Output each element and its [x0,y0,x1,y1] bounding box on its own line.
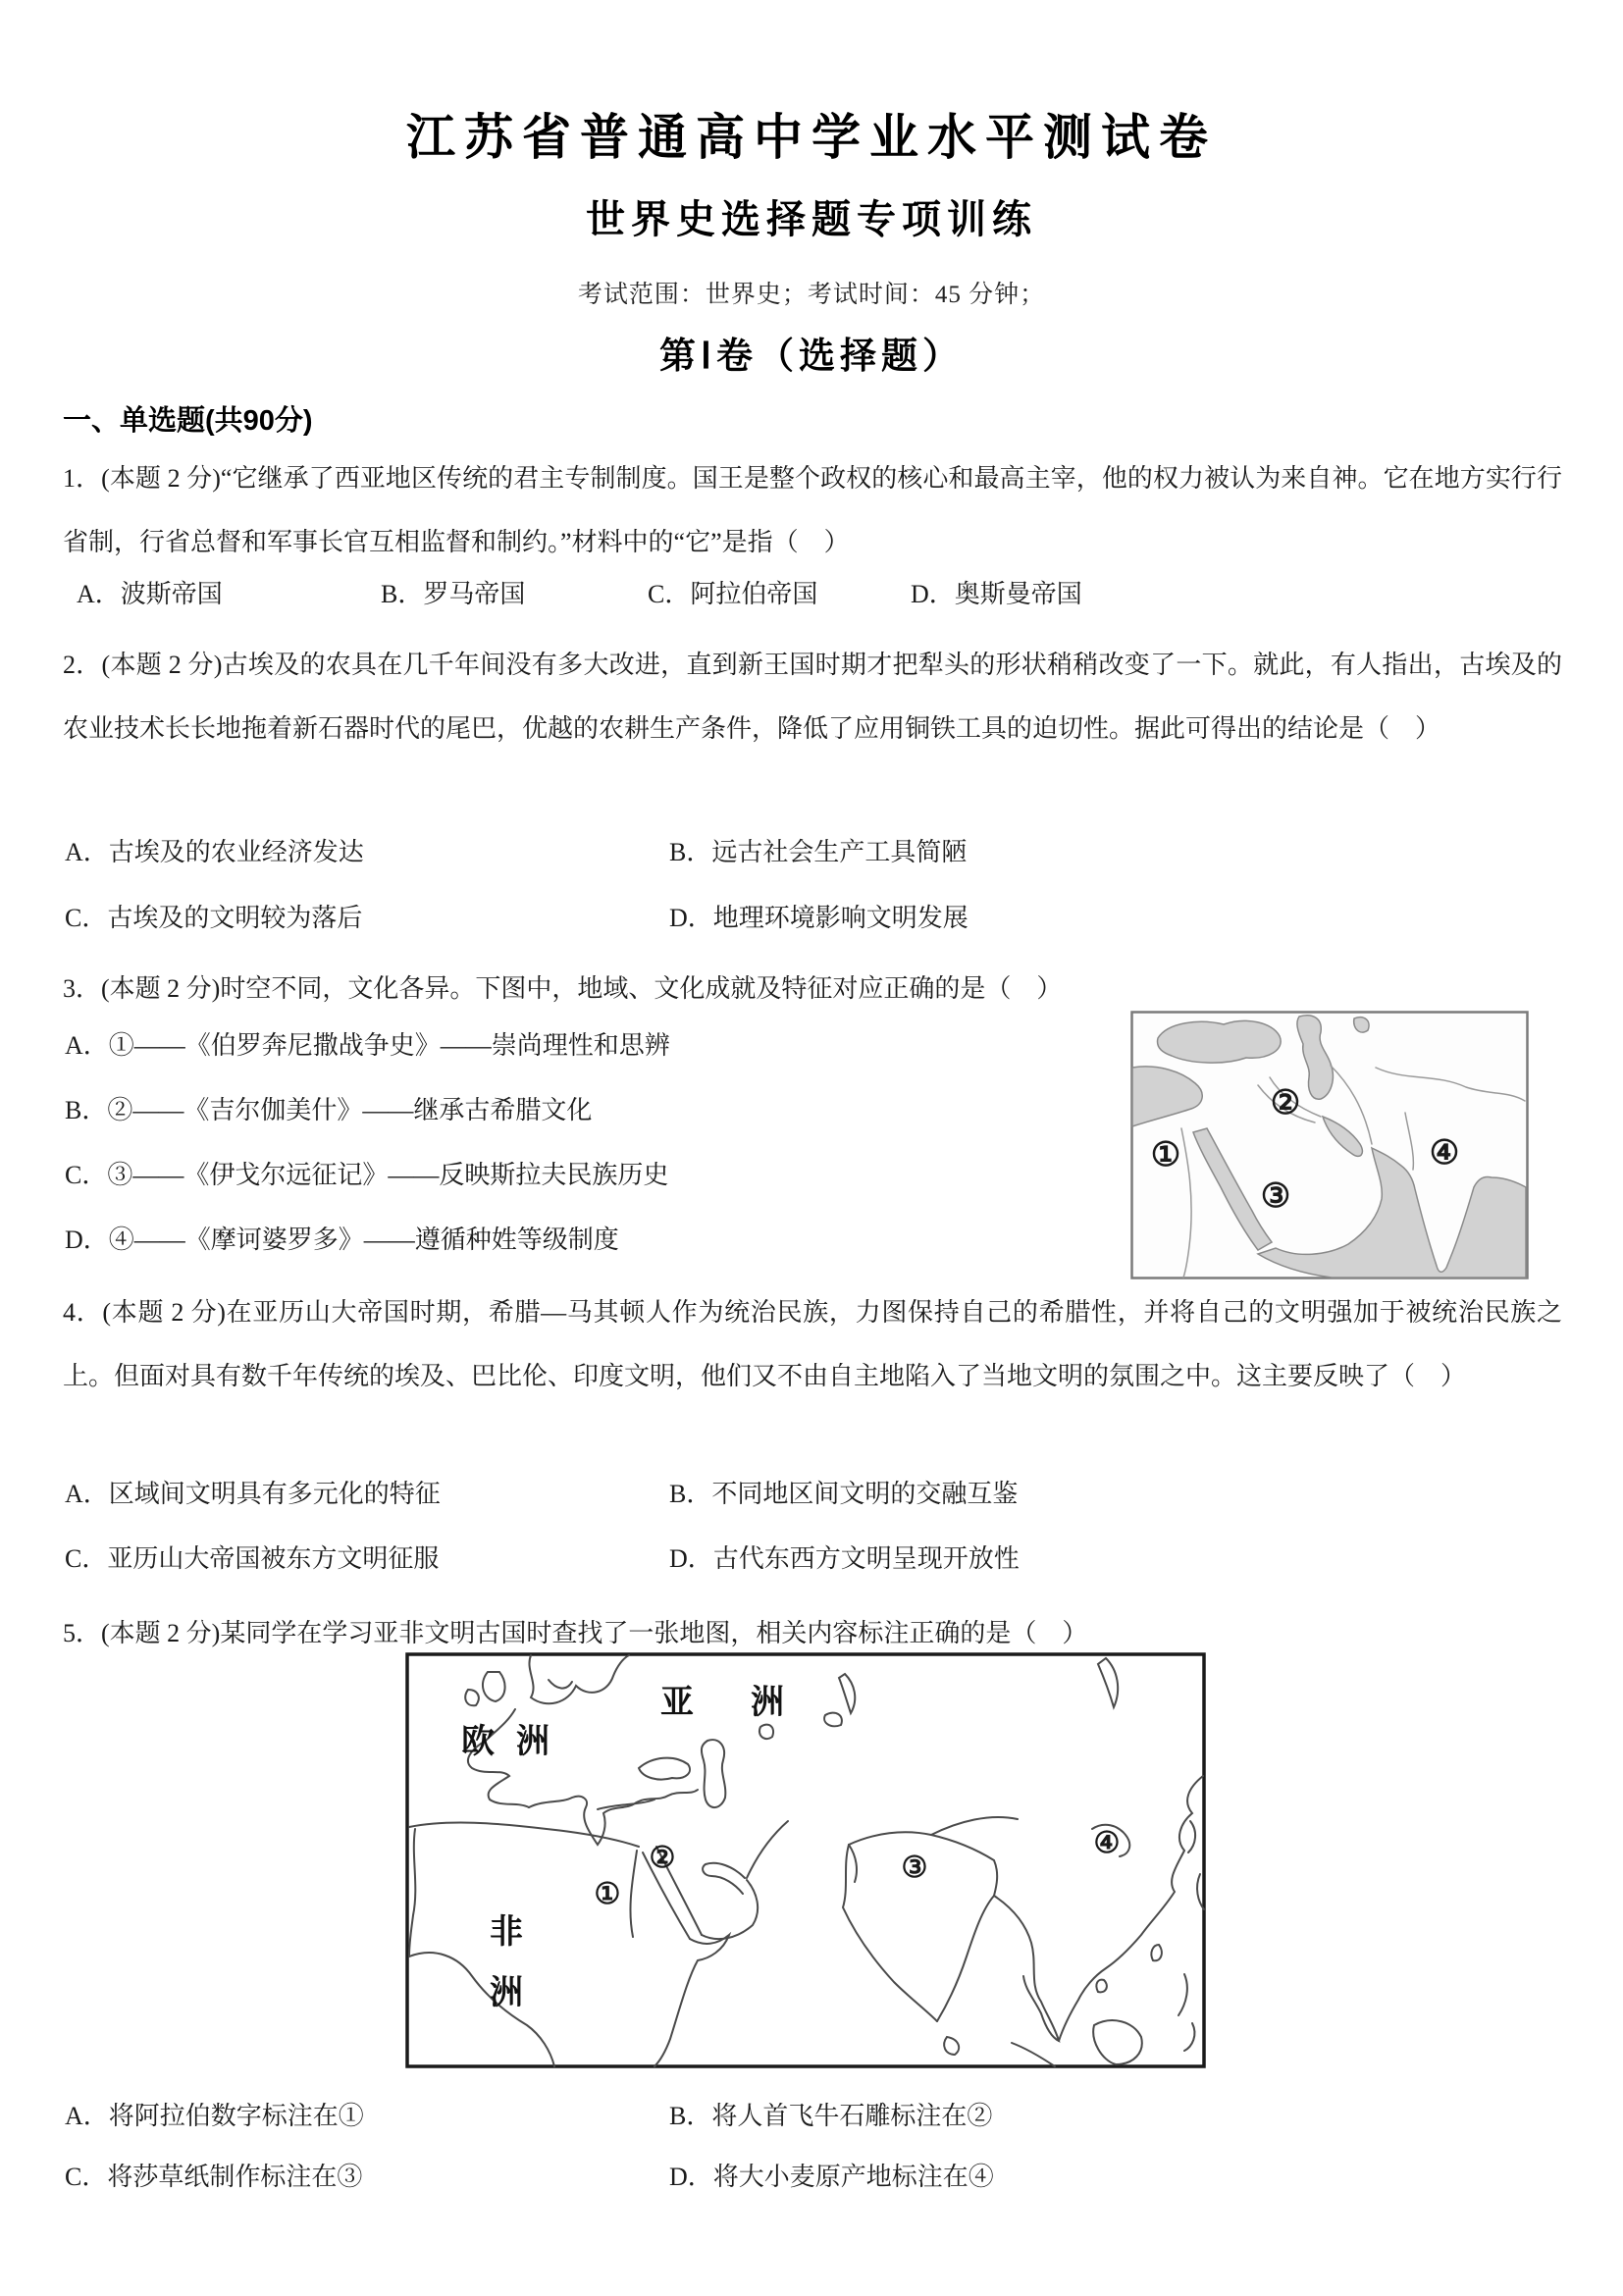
map-marker-2: ② [1270,1085,1301,1122]
map-marker-3: ③ [901,1852,928,1884]
q5-option-b: B．将人首飞牛石雕标注在② [669,2102,993,2130]
q4-option-d: D．古代东西方文明呈现开放性 [669,1544,1020,1573]
section-heading: 一、单选题(共90分) [63,405,313,437]
q1-option-b: B．罗马帝国 [381,580,526,608]
page-subtitle: 世界史选择题专项训练 [586,198,1037,241]
page-title: 江苏省普通高中学业水平测试卷 [406,110,1217,165]
question-1-stem: 1．(本题 2 分)“它继承了西亚地区传统的君主专制制度。国王是整个政权的核心和最高主宰，他的权力被认为来自神。它在地方实行行省制，行省总督和军事长官互相监督和制约。”材料中的“它”是指（ ） [63,464,1562,556]
map-marker-4: ④ [1429,1135,1460,1172]
label-africa-char1: 非 [490,1913,523,1951]
q5-option-c: C．将莎草纸制作标注在③ [65,2163,363,2191]
britain-island [483,1672,505,1701]
question-5-map [405,1652,1206,2068]
question-3-map [1130,1011,1529,1279]
q2-option-c: C．古埃及的文明较为落后 [65,904,363,932]
hainan-island [1096,1980,1106,1993]
map-marker-4: ④ [1093,1827,1121,1859]
q2-option-a: A．古埃及的农业经济发达 [65,838,364,866]
q2-option-d: D．地理环境影响文明发展 [669,904,969,932]
volume-heading: 第Ⅰ卷（选择题） [659,337,964,377]
middle-east-map-image [1130,1011,1529,1279]
label-europe-char2: 洲 [516,1723,550,1760]
q4-option-a: A．区域间文明具有多元化的特征 [65,1480,441,1508]
ireland-island [465,1690,479,1705]
label-asia-char1: 亚 [660,1684,694,1721]
lake-balkhash-outline [824,1713,842,1727]
q1-option-c: C．阿拉伯帝国 [648,580,818,608]
q5-option-a: A．将阿拉伯数字标注在① [65,2102,364,2130]
question-4-stem: 4．(本题 2 分)在亚历山大帝国时期，希腊—马其顿人作为统治民族，力图保持自己的希腊性，并将自己的文明强加于被统治民族之上。但面对具有数千年传统的埃及、巴比伦、印度文明，他们又不由自主地陷入了当地文明的氛围之中。这主要反映了（ ） [63,1298,1562,1390]
q4-option-b: B．不同地区间文明的交融互鉴 [669,1480,1019,1508]
q5-option-d: D．将大小麦原产地标注在④ [669,2163,994,2191]
q1-option-d: D．奥斯曼帝国 [911,580,1082,608]
aral-sea-shape [1354,1018,1369,1032]
q3-option-c: C．③——《伊戈尔远征记》——反映斯拉夫民族历史 [65,1161,669,1189]
label-asia-char2: 洲 [751,1684,784,1721]
caspian-sea-outline [702,1740,725,1807]
question-5-stem: 5．(本题 2 分)某同学在学习亚非文明古国时查找了一张地图，相关内容标注正确的是（ ） [63,1619,1088,1647]
question-3-stem: 3．(本题 2 分)时空不同，文化各异。下图中，地域、文化成就及特征对应正确的是（ ） [63,974,1063,1003]
q1-option-a: A．波斯帝国 [77,580,223,608]
label-africa-char2: 洲 [490,1974,523,2011]
q3-option-d: D．④——《摩诃婆罗多》——遵循种姓等级制度 [65,1226,619,1254]
question-2-stem: 2．(本题 2 分)古埃及的农具在几千年间没有多大改进，直到新王国时期才把犁头的形状稍稍改变了一下。就此，有人指出，古埃及的农业技术长长地拖着新石器时代的尾巴，优越的农耕生产条件，降低了应用铜铁工具的迫切性。据此可得出的结论是（ ） [63,651,1562,743]
afro-eurasia-map-image [405,1652,1206,2068]
map-marker-1: ① [1150,1137,1181,1174]
map-marker-3: ③ [1260,1178,1291,1215]
exam-info: 考试范围：世界史；考试时间：45 分钟； [577,282,1046,308]
black-sea-shape [1158,1020,1282,1063]
q2-option-b: B．远古社会生产工具简陋 [669,838,968,866]
q3-option-a: A．①——《伯罗奔尼撒战争史》——崇尚理性和思辨 [65,1031,670,1060]
q3-option-b: B．②——《吉尔伽美什》——继承古希腊文化 [65,1096,593,1124]
map-marker-2: ② [649,1842,676,1874]
q4-option-c: C．亚历山大帝国被东方文明征服 [65,1544,440,1573]
map-marker-1: ① [594,1878,621,1910]
label-europe-char1: 欧 [461,1723,495,1760]
taiwan-island [1151,1945,1161,1960]
aral-sea-outline [759,1725,773,1739]
